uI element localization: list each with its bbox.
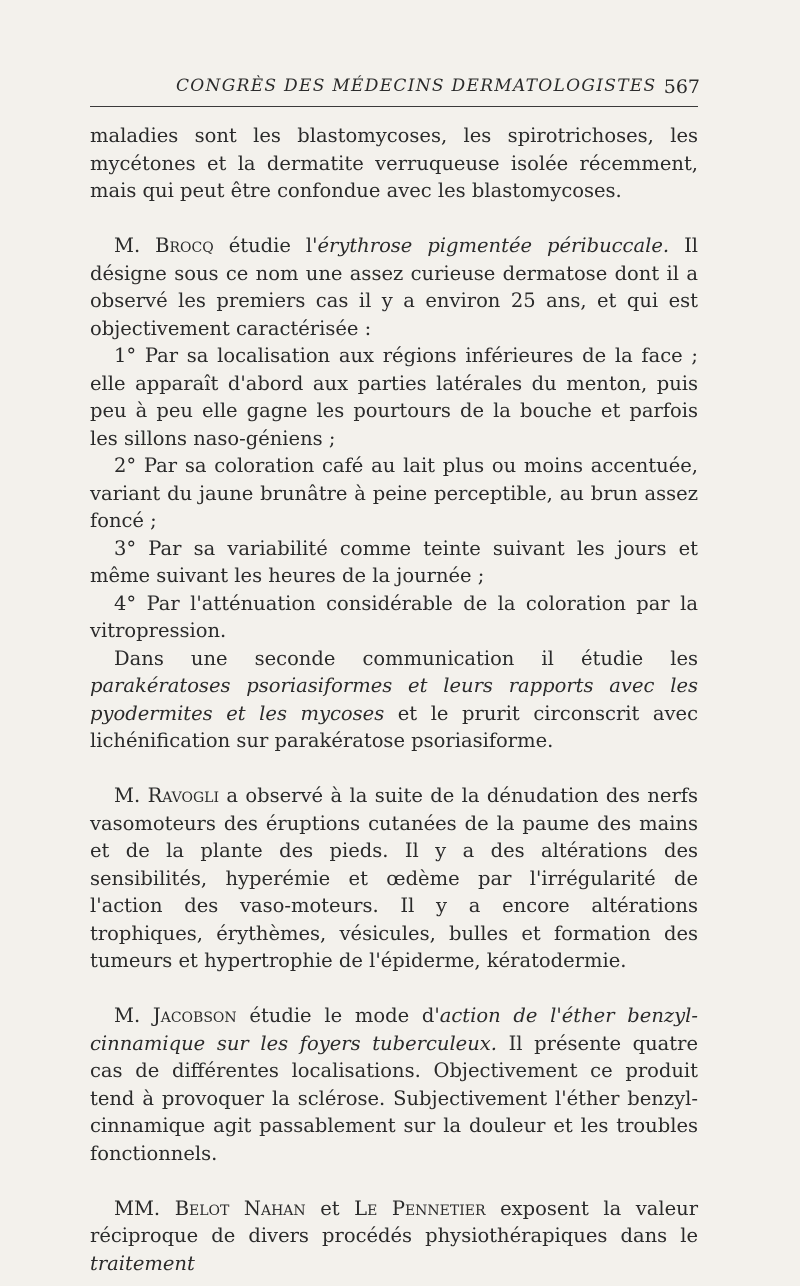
paragraph-belot (90, 1195, 698, 1278)
running-title: CONGRÈS DES MÉDECINS DERMATOLOGISTES (176, 76, 657, 96)
paragraph-blastomycoses (90, 122, 698, 205)
author-name: Ravogli (147, 784, 220, 807)
paragraph-text: 3° Par sa variabilité comme teinte suivant les jours et même suivant les heures de la journée ; (90, 536, 698, 587)
author-name: Jacobson (152, 1004, 237, 1027)
paragraph-text: étudie le mode d' (249, 1004, 440, 1027)
topic-title: action de l'éther benzyl-cinnamique sur les foyers tuberculeux. (90, 1004, 698, 1055)
topic-title: parakératoses psoriasiformes et leurs rapports avec les pyodermites et les mycoses (90, 674, 698, 725)
paragraph-text: Il présente quatre cas de différentes localisations. Objectivement ce produit tend à provoquer la sclérose. Subjectivement l'éther benzyl-cinnamique agit passablement sur la douleur et les troubles fonctionnels. (90, 1031, 698, 1165)
page-number: 567 (663, 76, 700, 98)
body-text (90, 122, 698, 1277)
list-item-4 (90, 590, 698, 645)
paragraph-text: étudie l' (228, 234, 318, 257)
author-name: Le Pennetier (354, 1196, 486, 1220)
header-rule (90, 106, 698, 107)
salutation: M. (114, 784, 141, 807)
paragraph-text: Il désigne sous ce nom une assez curieuse dermatose dont il a observé les premiers cas il y a environ 25 ans, et qui est objectivement caractérisée : (90, 234, 699, 340)
list-item-2 (90, 452, 698, 535)
topic-title: traitement (90, 1251, 195, 1275)
author-name: Brocq (155, 234, 214, 257)
salutation: M. (114, 1004, 141, 1027)
running-header (90, 76, 704, 106)
topic-title: érythrose pigmentée péribuccale. (317, 234, 670, 257)
author-name: Belot (174, 1196, 230, 1220)
paragraph-brocq (90, 232, 698, 342)
paragraph-text: 1° Par sa localisation aux régions inférieures de la face ; elle apparaît d'abord aux parties latérales du menton, puis peu à peu elle gagne les pourtours de la bouche et parfois les sillons naso-géniens ; (90, 344, 698, 450)
salutation: MM. (114, 1196, 161, 1220)
list-item-3 (90, 535, 698, 590)
salutation: M. (114, 234, 141, 257)
list-item-1 (90, 342, 698, 452)
paragraph-jacobson (90, 1002, 698, 1167)
paragraph-text: et le prurit circonscrit avec lichénification sur parakératose psoriasiforme. (90, 701, 698, 752)
author-name: Nahan (243, 1196, 306, 1220)
paragraph-text: maladies sont les blastomycoses, les spirotrichoses, les mycétones et la dermatite verruqueuse isolée récemment, mais qui peut être confondue avec les blastomycoses. (90, 124, 698, 202)
paragraph-text: 4° Par l'atténuation considérable de la coloration par la vitropression. (90, 591, 698, 642)
paragraph-text: a observé à la suite de la dénudation des nerfs vasomoteurs des éruptions cutanées de la paume des mains et de la plante des pieds. Il y a des altérations des sensibilités, hyperémie et œdème par l'irrégularité de l'action des vaso-moteurs. Il y a encore altérations trophiques, érythèmes, vésicules, bulles et formation des tumeurs et hypertrophie de l'épiderme, kératodermie. (90, 784, 698, 972)
paragraph-text: 2° Par sa coloration café au lait plus ou moins accentuée, variant du jaune brunâtre à peine perceptible, au brun assez foncé ; (90, 454, 698, 532)
paragraph-ravogli (90, 782, 698, 975)
paragraph-text: Dans une seconde communication il étudie les (114, 646, 698, 670)
paragraph-text: exposent la valeur réciproque de divers procédés physiothérapiques dans le (90, 1196, 699, 1247)
paragraph-parakeratoses (90, 645, 698, 755)
conjunction: et (320, 1196, 340, 1220)
